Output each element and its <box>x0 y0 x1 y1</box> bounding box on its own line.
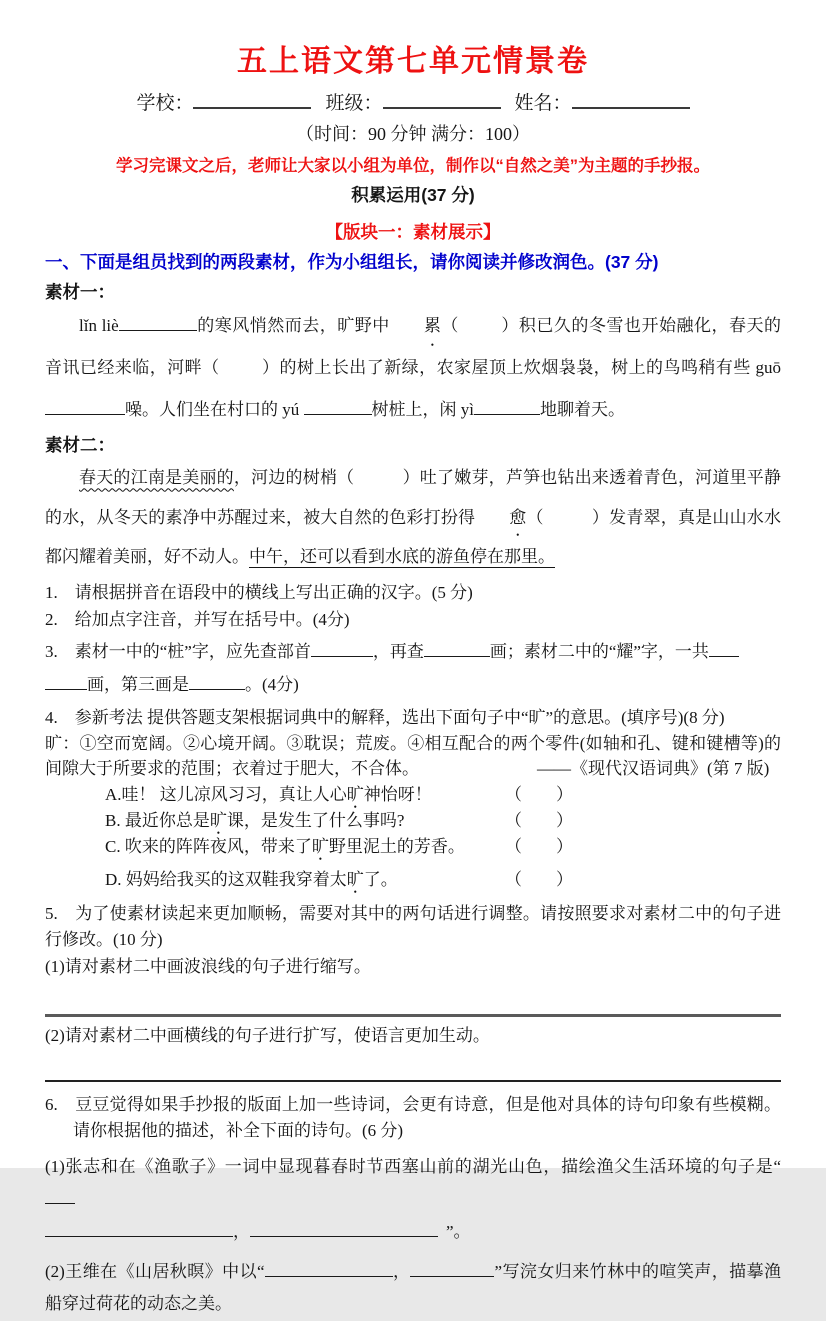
class-label: 班级： <box>325 93 383 114</box>
option-a-text: A.哇！ 这儿凉风习习，真让人心旷神怡呀！ <box>105 784 432 804</box>
option-c-answer-bracket: （ ） <box>505 837 573 857</box>
school-label: 学校： <box>136 93 194 114</box>
option-a-row <box>105 782 781 808</box>
class-field <box>325 90 500 119</box>
answer-line-1 <box>45 1014 781 1017</box>
time-score-line: （时间：90 分钟 满分：100） <box>296 123 530 144</box>
question-6: 6. 豆豆觉得如果手抄报的版面上加一些诗词，会更有诗意，但是他对具体的诗句印象有些模糊。请你根据他的描述，补全下面的诗句。(6 分) <box>45 1095 781 1140</box>
page-title: 五上语文第七单元情景卷 <box>237 45 589 78</box>
option-b-row <box>105 808 781 834</box>
question-4: 4. 参新考法 提供答题支架根据词典中的解释，选出下面句子中“旷”的意思。(填序号)(8 分) <box>45 707 725 727</box>
material-one-label: 素材一： <box>45 282 115 302</box>
option-c-row <box>105 834 781 860</box>
student-info-row <box>45 90 781 119</box>
option-d-row <box>105 867 781 893</box>
question-1: 1. 请根据拼音在语段中的横线上写出正确的汉字。(5 分) <box>45 582 473 602</box>
question-4-dictionary-entry: 旷：①空而宽阔。②心境开阔。③耽误；荒废。④相互配合的两个零件(如轴和孔、键和键槽等)的间隙大于所要求的范围；衣着过于肥大，不合体。 ——《现代汉语词典》(第 7 版) <box>45 734 781 779</box>
option-d-answer-bracket: （ ） <box>505 869 573 889</box>
material-one-paragraph: lǐn liè 的寒风悄然而去，旷野中 累（ ）积已久的冬雪也开始融化，春天的音讯已经来临，河畔（ ）的树上长出了新绿，农家屋顶上炊烟袅袅，树上的鸟鸣稍有些 guō 噪。人们坐在村口的 yú 树桩上，闲 yì 地聊着天。 <box>45 316 782 419</box>
section-heading: 积累运用(37 分) <box>351 185 475 206</box>
option-a-answer-bracket: （ ） <box>505 784 573 804</box>
option-b-text: B. 最近你总是旷课，是发生了什么事吗? <box>105 811 405 831</box>
scenario-banner: 学习完课文之后，老师让大家以小组为单位，制作以“自然之美”为主题的手抄报。 <box>116 156 710 175</box>
material-two-label: 素材二： <box>45 435 115 456</box>
option-b-answer-bracket: （ ） <box>505 811 573 831</box>
name-blank-line <box>572 105 690 109</box>
question-5-sub-1: (1)请对素材二中画波浪线的句子进行缩写。 <box>45 957 371 977</box>
question-5-sub-2: (2)请对素材二中画横线的句子进行扩写，使语言更加生动。 <box>45 1025 490 1045</box>
question-3: 3. 素材一中的“桩”字，应先查部首 ，再查 画；素材二中的“耀”字，一共 画，第三画是 。(4分) <box>45 635 781 701</box>
name-label: 姓名： <box>514 93 572 114</box>
question-6-sub-1: (1)张志和在《渔歌子》一词中显现暮春时节西塞山前的湖光山色，描绘渔父生活环境的句子是“ ， ”。 <box>45 1157 781 1241</box>
class-blank-line <box>383 105 501 109</box>
option-c-text: C. 吹来的阵阵夜风，带来了旷野里泥土的芳香。 <box>105 837 465 857</box>
question-2: 2. 给加点字注音，并写在括号中。(4分) <box>45 610 350 630</box>
question-6-sub-2: (2)王维在《山居秋暝》中以“ ， ”写浣女归来竹林中的喧笑声，描摹渔船穿过荷花的动态之美。 <box>45 1262 782 1314</box>
answer-line-2 <box>45 1080 781 1082</box>
name-field <box>515 90 690 119</box>
question-5: 5. 为了使素材读起来更加顺畅，需要对其中的两句话进行调整。请按照要求对素材二中的句子进行修改。(10 分) <box>45 904 781 949</box>
option-d-text: D. 妈妈给我买的这双鞋我穿着太旷了。 <box>105 869 398 889</box>
school-field <box>136 90 311 119</box>
material-two-paragraph: 春天的江南是美丽的，河边的树梢（ ）吐了嫩芽，芦笋也钻出来透着青色，河道里平静的水，从冬天的素净中苏醒过来，被大自然的色彩打扮得 愈（ ）发青翠，真是山山水水都闪耀着美丽，好不动人。中午，还可以看到水底的游鱼停在那里。 <box>45 468 782 566</box>
question-one-heading: 一、下面是组员找到的两段素材，作为小组组长，请你阅读并修改润色。(37 分) <box>45 251 659 272</box>
school-blank-line <box>193 105 311 109</box>
block-one-heading: 【版块一：素材展示】 <box>325 221 501 242</box>
